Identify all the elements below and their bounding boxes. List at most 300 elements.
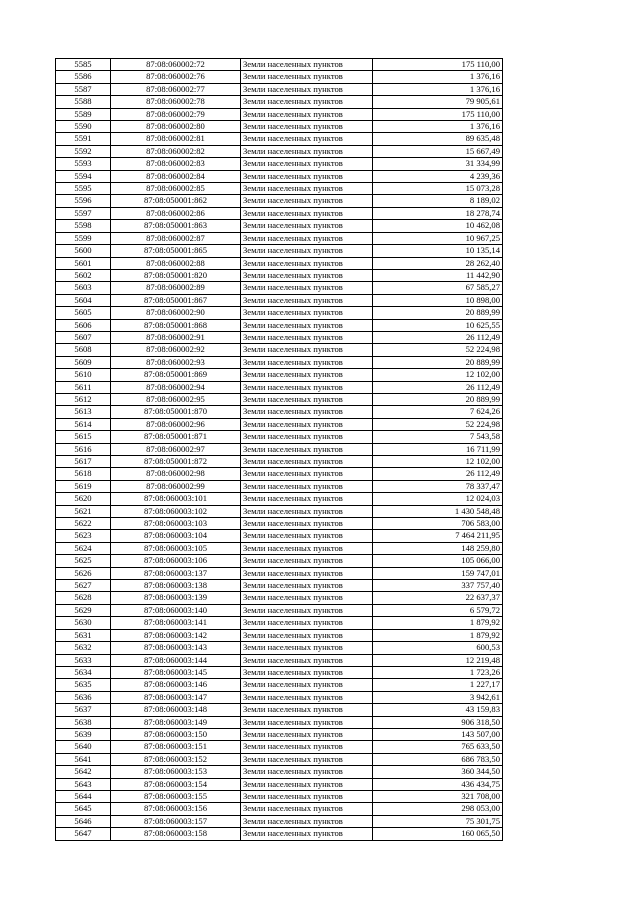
cadastral-value-cell: 175 110,00 [373, 108, 503, 120]
table-row [56, 96, 503, 108]
cadastral-value-cell: 686 783,50 [373, 753, 503, 765]
land-category-cell: Земли населенных пунктов [241, 282, 373, 294]
cadastral-value-cell: 7 543,58 [373, 431, 503, 443]
cadastral-number-cell: 87:08:060003:141 [111, 617, 241, 629]
cadastral-value-cell: 1 376,16 [373, 121, 503, 133]
row-number-cell: 5601 [56, 257, 111, 269]
cadastral-value-cell: 89 635,48 [373, 133, 503, 145]
cadastral-number-cell: 87:08:060003:147 [111, 691, 241, 703]
land-category-cell: Земли населенных пунктов [241, 555, 373, 567]
land-category-cell: Земли населенных пунктов [241, 183, 373, 195]
land-category-cell: Земли населенных пунктов [241, 71, 373, 83]
row-number-cell: 5631 [56, 629, 111, 641]
cadastral-value-cell: 360 344,50 [373, 766, 503, 778]
table-row [56, 704, 503, 716]
cadastral-value-cell: 12 219,48 [373, 654, 503, 666]
row-number-cell: 5617 [56, 456, 111, 468]
land-category-cell: Земли населенных пунктов [241, 778, 373, 790]
cadastral-number-cell: 87:08:050001:872 [111, 456, 241, 468]
land-category-cell: Земли населенных пунктов [241, 766, 373, 778]
cadastral-number-cell: 87:08:060003:156 [111, 803, 241, 815]
row-number-cell: 5597 [56, 207, 111, 219]
row-number-cell: 5645 [56, 803, 111, 815]
cadastral-number-cell: 87:08:060002:87 [111, 232, 241, 244]
table-row [56, 803, 503, 815]
row-number-cell: 5642 [56, 766, 111, 778]
row-number-cell: 5628 [56, 592, 111, 604]
row-number-cell: 5588 [56, 96, 111, 108]
cadastral-number-cell: 87:08:050001:865 [111, 245, 241, 257]
cadastral-value-cell: 105 066,00 [373, 555, 503, 567]
cadastral-number-cell: 87:08:060003:155 [111, 790, 241, 802]
cadastral-value-cell: 4 239,36 [373, 170, 503, 182]
land-category-cell: Земли населенных пунктов [241, 121, 373, 133]
cadastral-value-cell: 7 464 211,95 [373, 530, 503, 542]
cadastral-number-cell: 87:08:060002:94 [111, 381, 241, 393]
row-number-cell: 5587 [56, 83, 111, 95]
row-number-cell: 5627 [56, 580, 111, 592]
row-number-cell: 5599 [56, 232, 111, 244]
table-row [56, 766, 503, 778]
land-category-cell: Земли населенных пунктов [241, 232, 373, 244]
row-number-cell: 5605 [56, 307, 111, 319]
cadastral-number-cell: 87:08:060003:103 [111, 518, 241, 530]
land-category-cell: Земли населенных пунктов [241, 493, 373, 505]
cadastral-value-cell: 26 112,49 [373, 331, 503, 343]
land-category-cell: Земли населенных пунктов [241, 691, 373, 703]
land-category-cell: Земли населенных пунктов [241, 480, 373, 492]
land-category-cell: Земли населенных пунктов [241, 666, 373, 678]
cadastral-number-cell: 87:08:060002:90 [111, 307, 241, 319]
cadastral-number-cell: 87:08:060002:81 [111, 133, 241, 145]
cadastral-number-cell: 87:08:060003:157 [111, 815, 241, 827]
cadastral-value-cell: 8 189,02 [373, 195, 503, 207]
cadastral-value-cell: 1 879,92 [373, 629, 503, 641]
cadastral-number-cell: 87:08:060002:97 [111, 443, 241, 455]
table-row [56, 480, 503, 492]
cadastral-value-cell: 26 112,49 [373, 468, 503, 480]
land-category-cell: Земли населенных пунктов [241, 505, 373, 517]
land-category-cell: Земли населенных пунктов [241, 393, 373, 405]
cadastral-value-cell: 12 102,00 [373, 369, 503, 381]
cadastral-number-cell: 87:08:060003:104 [111, 530, 241, 542]
cadastral-value-cell: 43 159,83 [373, 704, 503, 716]
land-category-cell: Земли населенных пунктов [241, 257, 373, 269]
land-category-cell: Земли населенных пунктов [241, 741, 373, 753]
table-row [56, 71, 503, 83]
land-category-cell: Земли населенных пунктов [241, 790, 373, 802]
cadastral-value-cell: 7 624,26 [373, 406, 503, 418]
table-row [56, 83, 503, 95]
table-row [56, 604, 503, 616]
row-number-cell: 5591 [56, 133, 111, 145]
land-category-cell: Земли населенных пунктов [241, 369, 373, 381]
land-category-cell: Земли населенных пунктов [241, 170, 373, 182]
table-row [56, 319, 503, 331]
land-category-cell: Земли населенных пунктов [241, 592, 373, 604]
cadastral-value-cell: 1 430 548,48 [373, 505, 503, 517]
land-category-cell: Земли населенных пунктов [241, 158, 373, 170]
land-category-cell: Земли населенных пунктов [241, 468, 373, 480]
row-number-cell: 5614 [56, 418, 111, 430]
table-row [56, 431, 503, 443]
table-row [56, 232, 503, 244]
cadastral-value-cell: 160 065,50 [373, 828, 503, 840]
cadastral-value-cell: 20 889,99 [373, 356, 503, 368]
table-row [56, 269, 503, 281]
row-number-cell: 5618 [56, 468, 111, 480]
land-category-cell: Земли населенных пунктов [241, 716, 373, 728]
cadastral-number-cell: 87:08:060002:91 [111, 331, 241, 343]
table-row [56, 393, 503, 405]
table-row [56, 195, 503, 207]
table-row [56, 331, 503, 343]
cadastral-number-cell: 87:08:060003:158 [111, 828, 241, 840]
land-category-cell: Земли населенных пунктов [241, 195, 373, 207]
row-number-cell: 5641 [56, 753, 111, 765]
row-number-cell: 5647 [56, 828, 111, 840]
land-category-cell: Земли населенных пунктов [241, 381, 373, 393]
cadastral-number-cell: 87:08:050001:867 [111, 294, 241, 306]
row-number-cell: 5603 [56, 282, 111, 294]
row-number-cell: 5612 [56, 393, 111, 405]
row-number-cell: 5592 [56, 145, 111, 157]
row-number-cell: 5595 [56, 183, 111, 195]
table-row [56, 518, 503, 530]
land-category-cell: Земли населенных пунктов [241, 431, 373, 443]
cadastral-value-cell: 26 112,49 [373, 381, 503, 393]
cadastral-value-cell: 706 583,00 [373, 518, 503, 530]
cadastral-number-cell: 87:08:060002:84 [111, 170, 241, 182]
table-row [56, 753, 503, 765]
land-category-cell: Земли населенных пунктов [241, 59, 373, 71]
cadastral-value-cell: 436 434,75 [373, 778, 503, 790]
cadastral-value-cell: 3 942,61 [373, 691, 503, 703]
land-category-cell: Земли населенных пунктов [241, 828, 373, 840]
cadastral-value-cell: 159 747,01 [373, 567, 503, 579]
row-number-cell: 5593 [56, 158, 111, 170]
cadastral-value-cell: 10 625,55 [373, 319, 503, 331]
table-row [56, 456, 503, 468]
table-row [56, 493, 503, 505]
cadastral-number-cell: 87:08:060003:153 [111, 766, 241, 778]
land-category-cell: Земли населенных пунктов [241, 331, 373, 343]
table-row [56, 183, 503, 195]
row-number-cell: 5633 [56, 654, 111, 666]
land-category-cell: Земли населенных пунктов [241, 406, 373, 418]
row-number-cell: 5600 [56, 245, 111, 257]
row-number-cell: 5630 [56, 617, 111, 629]
cadastral-value-cell: 52 224,98 [373, 344, 503, 356]
land-category-cell: Земли населенных пунктов [241, 530, 373, 542]
cadastral-number-cell: 87:08:060003:148 [111, 704, 241, 716]
table-row [56, 207, 503, 219]
land-category-cell: Земли населенных пунктов [241, 604, 373, 616]
land-category-cell: Земли населенных пунктов [241, 728, 373, 740]
land-category-cell: Земли населенных пунктов [241, 654, 373, 666]
land-category-cell: Земли населенных пунктов [241, 319, 373, 331]
cadastral-number-cell: 87:08:060002:77 [111, 83, 241, 95]
land-category-cell: Земли населенных пунктов [241, 704, 373, 716]
land-category-cell: Земли населенных пунктов [241, 294, 373, 306]
land-category-cell: Земли населенных пунктов [241, 220, 373, 232]
table-row [56, 617, 503, 629]
cadastral-number-cell: 87:08:060002:89 [111, 282, 241, 294]
land-category-cell: Земли населенных пунктов [241, 307, 373, 319]
cadastral-number-cell: 87:08:060002:93 [111, 356, 241, 368]
table-row [56, 666, 503, 678]
cadastral-number-cell: 87:08:060003:138 [111, 580, 241, 592]
land-category-cell: Земли населенных пунктов [241, 679, 373, 691]
cadastral-value-cell: 10 898,00 [373, 294, 503, 306]
row-number-cell: 5596 [56, 195, 111, 207]
table-row [56, 170, 503, 182]
table-row [56, 418, 503, 430]
cadastral-value-cell: 1 376,16 [373, 71, 503, 83]
land-category-cell: Земли населенных пунктов [241, 803, 373, 815]
land-category-cell: Земли населенных пунктов [241, 580, 373, 592]
cadastral-value-cell: 79 905,61 [373, 96, 503, 108]
row-number-cell: 5625 [56, 555, 111, 567]
row-number-cell: 5623 [56, 530, 111, 542]
cadastral-number-cell: 87:08:060002:92 [111, 344, 241, 356]
land-category-cell: Земли населенных пунктов [241, 456, 373, 468]
cadastral-value-cell: 15 073,28 [373, 183, 503, 195]
row-number-cell: 5629 [56, 604, 111, 616]
cadastral-number-cell: 87:08:060002:96 [111, 418, 241, 430]
row-number-cell: 5643 [56, 778, 111, 790]
cadastral-value-cell: 22 637,37 [373, 592, 503, 604]
row-number-cell: 5616 [56, 443, 111, 455]
row-number-cell: 5646 [56, 815, 111, 827]
cadastral-number-cell: 87:08:060003:154 [111, 778, 241, 790]
table-row [56, 505, 503, 517]
cadastral-value-cell: 906 318,50 [373, 716, 503, 728]
table-row [56, 629, 503, 641]
table-row [56, 728, 503, 740]
cadastral-value-cell: 1 723,26 [373, 666, 503, 678]
row-number-cell: 5626 [56, 567, 111, 579]
cadastral-number-cell: 87:08:060002:95 [111, 393, 241, 405]
cadastral-value-cell: 10 462,08 [373, 220, 503, 232]
cadastral-value-cell: 10 967,25 [373, 232, 503, 244]
cadastral-number-cell: 87:08:060002:86 [111, 207, 241, 219]
cadastral-number-cell: 87:08:060003:139 [111, 592, 241, 604]
row-number-cell: 5622 [56, 518, 111, 530]
table-row [56, 369, 503, 381]
cadastral-value-cell: 175 110,00 [373, 59, 503, 71]
land-category-cell: Земли населенных пунктов [241, 642, 373, 654]
row-number-cell: 5621 [56, 505, 111, 517]
cadastral-number-cell: 87:08:060002:76 [111, 71, 241, 83]
cadastral-value-cell: 31 334,99 [373, 158, 503, 170]
land-category-cell: Земли населенных пунктов [241, 542, 373, 554]
cadastral-number-cell: 87:08:060003:137 [111, 567, 241, 579]
cadastral-value-cell: 1 879,92 [373, 617, 503, 629]
cadastral-value-cell: 20 889,99 [373, 307, 503, 319]
land-category-cell: Земли населенных пунктов [241, 617, 373, 629]
cadastral-number-cell: 87:08:060002:98 [111, 468, 241, 480]
table-row [56, 778, 503, 790]
land-category-cell: Земли населенных пунктов [241, 207, 373, 219]
land-category-cell: Земли населенных пунктов [241, 108, 373, 120]
table-row [56, 344, 503, 356]
cadastral-number-cell: 87:08:060002:83 [111, 158, 241, 170]
row-number-cell: 5636 [56, 691, 111, 703]
row-number-cell: 5609 [56, 356, 111, 368]
table-row [56, 580, 503, 592]
cadastral-number-cell: 87:08:050001:871 [111, 431, 241, 443]
cadastral-value-cell: 6 579,72 [373, 604, 503, 616]
table-row [56, 145, 503, 157]
row-number-cell: 5611 [56, 381, 111, 393]
cadastral-number-cell: 87:08:060003:150 [111, 728, 241, 740]
table-row [56, 356, 503, 368]
land-category-cell: Земли населенных пунктов [241, 567, 373, 579]
table-row [56, 59, 503, 71]
cadastral-number-cell: 87:08:060003:101 [111, 493, 241, 505]
cadastral-value-cell: 12 024,03 [373, 493, 503, 505]
cadastral-value-cell: 337 757,40 [373, 580, 503, 592]
table-row [56, 741, 503, 753]
cadastral-value-cell: 11 442,90 [373, 269, 503, 281]
table-row [56, 530, 503, 542]
row-number-cell: 5610 [56, 369, 111, 381]
row-number-cell: 5590 [56, 121, 111, 133]
cadastral-value-cell: 600,53 [373, 642, 503, 654]
cadastral-number-cell: 87:08:060003:151 [111, 741, 241, 753]
cadastral-number-cell: 87:08:060003:143 [111, 642, 241, 654]
cadastral-value-cell: 67 585,27 [373, 282, 503, 294]
table-row [56, 716, 503, 728]
cadastral-number-cell: 87:08:050001:869 [111, 369, 241, 381]
cadastral-value-cell: 78 337,47 [373, 480, 503, 492]
land-category-cell: Земли населенных пунктов [241, 518, 373, 530]
table-row [56, 542, 503, 554]
row-number-cell: 5637 [56, 704, 111, 716]
table-row [56, 245, 503, 257]
cadastral-number-cell: 87:08:060003:146 [111, 679, 241, 691]
row-number-cell: 5615 [56, 431, 111, 443]
cadastral-number-cell: 87:08:060002:78 [111, 96, 241, 108]
row-number-cell: 5638 [56, 716, 111, 728]
table-row [56, 294, 503, 306]
row-number-cell: 5632 [56, 642, 111, 654]
row-number-cell: 5602 [56, 269, 111, 281]
table-row [56, 133, 503, 145]
row-number-cell: 5640 [56, 741, 111, 753]
cadastral-number-cell: 87:08:050001:862 [111, 195, 241, 207]
land-category-cell: Земли населенных пунктов [241, 83, 373, 95]
table-row [56, 307, 503, 319]
table-row [56, 257, 503, 269]
cadastral-value-cell: 16 711,99 [373, 443, 503, 455]
cadastral-number-cell: 87:08:050001:863 [111, 220, 241, 232]
table-row [56, 282, 503, 294]
cadastral-value-cell: 52 224,98 [373, 418, 503, 430]
land-category-cell: Земли населенных пунктов [241, 344, 373, 356]
cadastral-number-cell: 87:08:060002:72 [111, 59, 241, 71]
cadastral-value-cell: 143 507,00 [373, 728, 503, 740]
table-row [56, 679, 503, 691]
cadastral-value-cell: 75 301,75 [373, 815, 503, 827]
table-row [56, 108, 503, 120]
row-number-cell: 5608 [56, 344, 111, 356]
row-number-cell: 5604 [56, 294, 111, 306]
row-number-cell: 5624 [56, 542, 111, 554]
table-row [56, 567, 503, 579]
cadastral-value-cell: 28 262,40 [373, 257, 503, 269]
table-row [56, 158, 503, 170]
row-number-cell: 5619 [56, 480, 111, 492]
row-number-cell: 5606 [56, 319, 111, 331]
land-category-cell: Земли населенных пунктов [241, 418, 373, 430]
row-number-cell: 5613 [56, 406, 111, 418]
cadastral-value-cell: 321 708,00 [373, 790, 503, 802]
table-row [56, 220, 503, 232]
land-parcel-table-body [56, 59, 503, 841]
land-parcel-table [55, 58, 503, 841]
row-number-cell: 5620 [56, 493, 111, 505]
cadastral-value-cell: 12 102,00 [373, 456, 503, 468]
cadastral-value-cell: 18 278,74 [373, 207, 503, 219]
land-category-cell: Земли населенных пунктов [241, 96, 373, 108]
land-category-cell: Земли населенных пунктов [241, 269, 373, 281]
table-row [56, 381, 503, 393]
cadastral-value-cell: 20 889,99 [373, 393, 503, 405]
land-category-cell: Земли населенных пунктов [241, 629, 373, 641]
cadastral-number-cell: 87:08:060003:144 [111, 654, 241, 666]
cadastral-number-cell: 87:08:060003:145 [111, 666, 241, 678]
row-number-cell: 5598 [56, 220, 111, 232]
table-row [56, 654, 503, 666]
cadastral-value-cell: 15 667,49 [373, 145, 503, 157]
land-category-cell: Земли населенных пунктов [241, 356, 373, 368]
cadastral-number-cell: 87:08:060003:149 [111, 716, 241, 728]
cadastral-value-cell: 1 376,16 [373, 83, 503, 95]
cadastral-number-cell: 87:08:060003:142 [111, 629, 241, 641]
cadastral-value-cell: 1 227,17 [373, 679, 503, 691]
cadastral-number-cell: 87:08:050001:820 [111, 269, 241, 281]
row-number-cell: 5589 [56, 108, 111, 120]
cadastral-number-cell: 87:08:060003:105 [111, 542, 241, 554]
land-category-cell: Земли населенных пунктов [241, 443, 373, 455]
row-number-cell: 5585 [56, 59, 111, 71]
cadastral-number-cell: 87:08:060003:106 [111, 555, 241, 567]
table-row [56, 443, 503, 455]
land-category-cell: Земли населенных пунктов [241, 815, 373, 827]
cadastral-number-cell: 87:08:060002:99 [111, 480, 241, 492]
cadastral-number-cell: 87:08:060002:80 [111, 121, 241, 133]
cadastral-number-cell: 87:08:050001:870 [111, 406, 241, 418]
row-number-cell: 5634 [56, 666, 111, 678]
table-row [56, 828, 503, 840]
land-category-cell: Земли населенных пунктов [241, 133, 373, 145]
cadastral-number-cell: 87:08:060003:102 [111, 505, 241, 517]
table-row [56, 121, 503, 133]
table-row [56, 555, 503, 567]
table-row [56, 691, 503, 703]
land-category-cell: Земли населенных пунктов [241, 753, 373, 765]
cadastral-number-cell: 87:08:060002:85 [111, 183, 241, 195]
land-category-cell: Земли населенных пунктов [241, 245, 373, 257]
table-row [56, 468, 503, 480]
row-number-cell: 5594 [56, 170, 111, 182]
cadastral-number-cell: 87:08:060002:79 [111, 108, 241, 120]
row-number-cell: 5586 [56, 71, 111, 83]
cadastral-value-cell: 10 135,14 [373, 245, 503, 257]
cadastral-number-cell: 87:08:060003:140 [111, 604, 241, 616]
